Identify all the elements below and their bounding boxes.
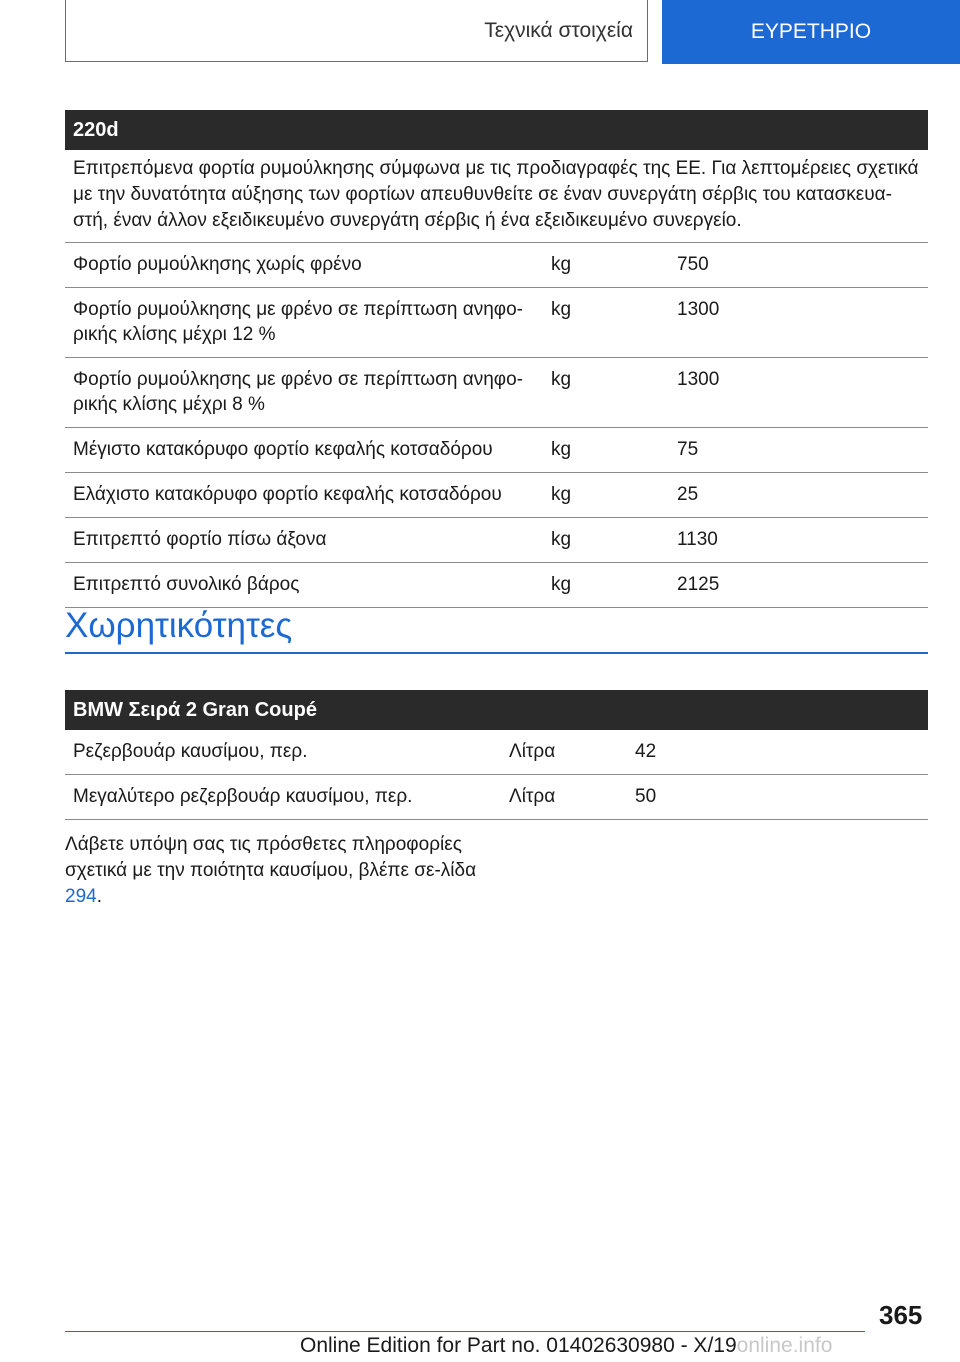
footer-divider	[65, 1331, 865, 1332]
row-unit: kg	[543, 473, 669, 518]
table-row	[65, 518, 928, 563]
edition-text: Online Edition for Part no. 01402630980 - X/19	[300, 1334, 737, 1357]
row-value: 1300	[669, 288, 928, 358]
footer-edition	[300, 1334, 832, 1358]
row-label: Επιτρεπτό συνολικό βάρος	[65, 563, 543, 608]
row-label: Μέγιστο κατακόρυφο φορτίο κεφαλής κοτσαδόρου	[65, 428, 543, 473]
row-value: 2125	[669, 563, 928, 608]
row-label: Μεγαλύτερο ρεζερβουάρ καυσίμου, περ.	[65, 775, 501, 820]
fuel-quality-note	[65, 832, 485, 910]
index-button[interactable]	[662, 0, 960, 64]
row-value: 750	[669, 243, 928, 288]
row-value: 42	[627, 730, 928, 775]
note-text: Λάβετε υπόψη σας τις πρόσθετες πληροφορίες σχετικά με την ποιότητα καυσίμου, βλέπε σε-λίδα	[65, 834, 477, 881]
row-label: Ρεζερβουάρ καυσίμου, περ.	[65, 730, 501, 775]
row-unit: kg	[543, 358, 669, 428]
row-value: 75	[669, 428, 928, 473]
watermark-text: online.info	[736, 1334, 833, 1357]
row-value: 1300	[669, 358, 928, 428]
towing-load-table	[65, 110, 928, 608]
table-row	[65, 288, 928, 358]
table-note: Επιτρεπόμενα φορτία ρυμούλκησης σύμφωνα με τις προδιαγραφές της ΕΕ. Για λεπτομέρειες σχετικά με την δυνατότητα αύξησης των φορτίων απευθυνθείτε σε έναν συνεργάτη σέρβις του κατασκευα-στή, έναν άλλον εξειδικευμένο συνεργάτη σέρβις ή ένα εξειδικευμένο συνεργείο.	[65, 150, 928, 243]
index-button-label: ΕΥΡΕΤΗΡΙΟ	[750, 20, 872, 43]
row-unit: Λίτρα	[501, 730, 627, 775]
table-row	[65, 563, 928, 608]
row-unit: kg	[543, 288, 669, 358]
row-value: 1130	[669, 518, 928, 563]
row-label: Επιτρεπτό φορτίο πίσω άξονα	[65, 518, 543, 563]
row-unit: Λίτρα	[501, 775, 627, 820]
row-value: 50	[627, 775, 928, 820]
row-label: Φορτίο ρυμούλκησης χωρίς φρένο	[65, 243, 543, 288]
capacities-table	[65, 690, 928, 820]
table-title: BMW Σειρά 2 Gran Coupé	[65, 690, 928, 730]
table-row	[65, 243, 928, 288]
row-unit: kg	[543, 518, 669, 563]
page-link[interactable]: 294	[65, 886, 97, 907]
table-row	[65, 775, 928, 820]
table-row	[65, 428, 928, 473]
row-unit: kg	[543, 428, 669, 473]
section-heading: Χωρητικότητες	[65, 606, 928, 654]
note-end: .	[96, 886, 102, 907]
row-unit: kg	[543, 563, 669, 608]
table-row	[65, 473, 928, 518]
table-row	[65, 730, 928, 775]
table-title: 220d	[65, 110, 928, 150]
section-tab-label: Τεχνικά στοιχεία	[484, 18, 633, 42]
row-value: 25	[669, 473, 928, 518]
section-tab[interactable]	[65, 0, 648, 62]
table-row	[65, 358, 928, 428]
row-label: Φορτίο ρυμούλκησης με φρένο σε περίπτωση ανηφο-ρικής κλίσης μέχρι 8 %	[65, 358, 543, 428]
row-unit: kg	[543, 243, 669, 288]
page-number: 365	[879, 1300, 923, 1330]
row-label: Φορτίο ρυμούλκησης με φρένο σε περίπτωση ανηφο-ρικής κλίσης μέχρι 12 %	[65, 288, 543, 358]
row-label: Ελάχιστο κατακόρυφο φορτίο κεφαλής κοτσαδόρου	[65, 473, 543, 518]
